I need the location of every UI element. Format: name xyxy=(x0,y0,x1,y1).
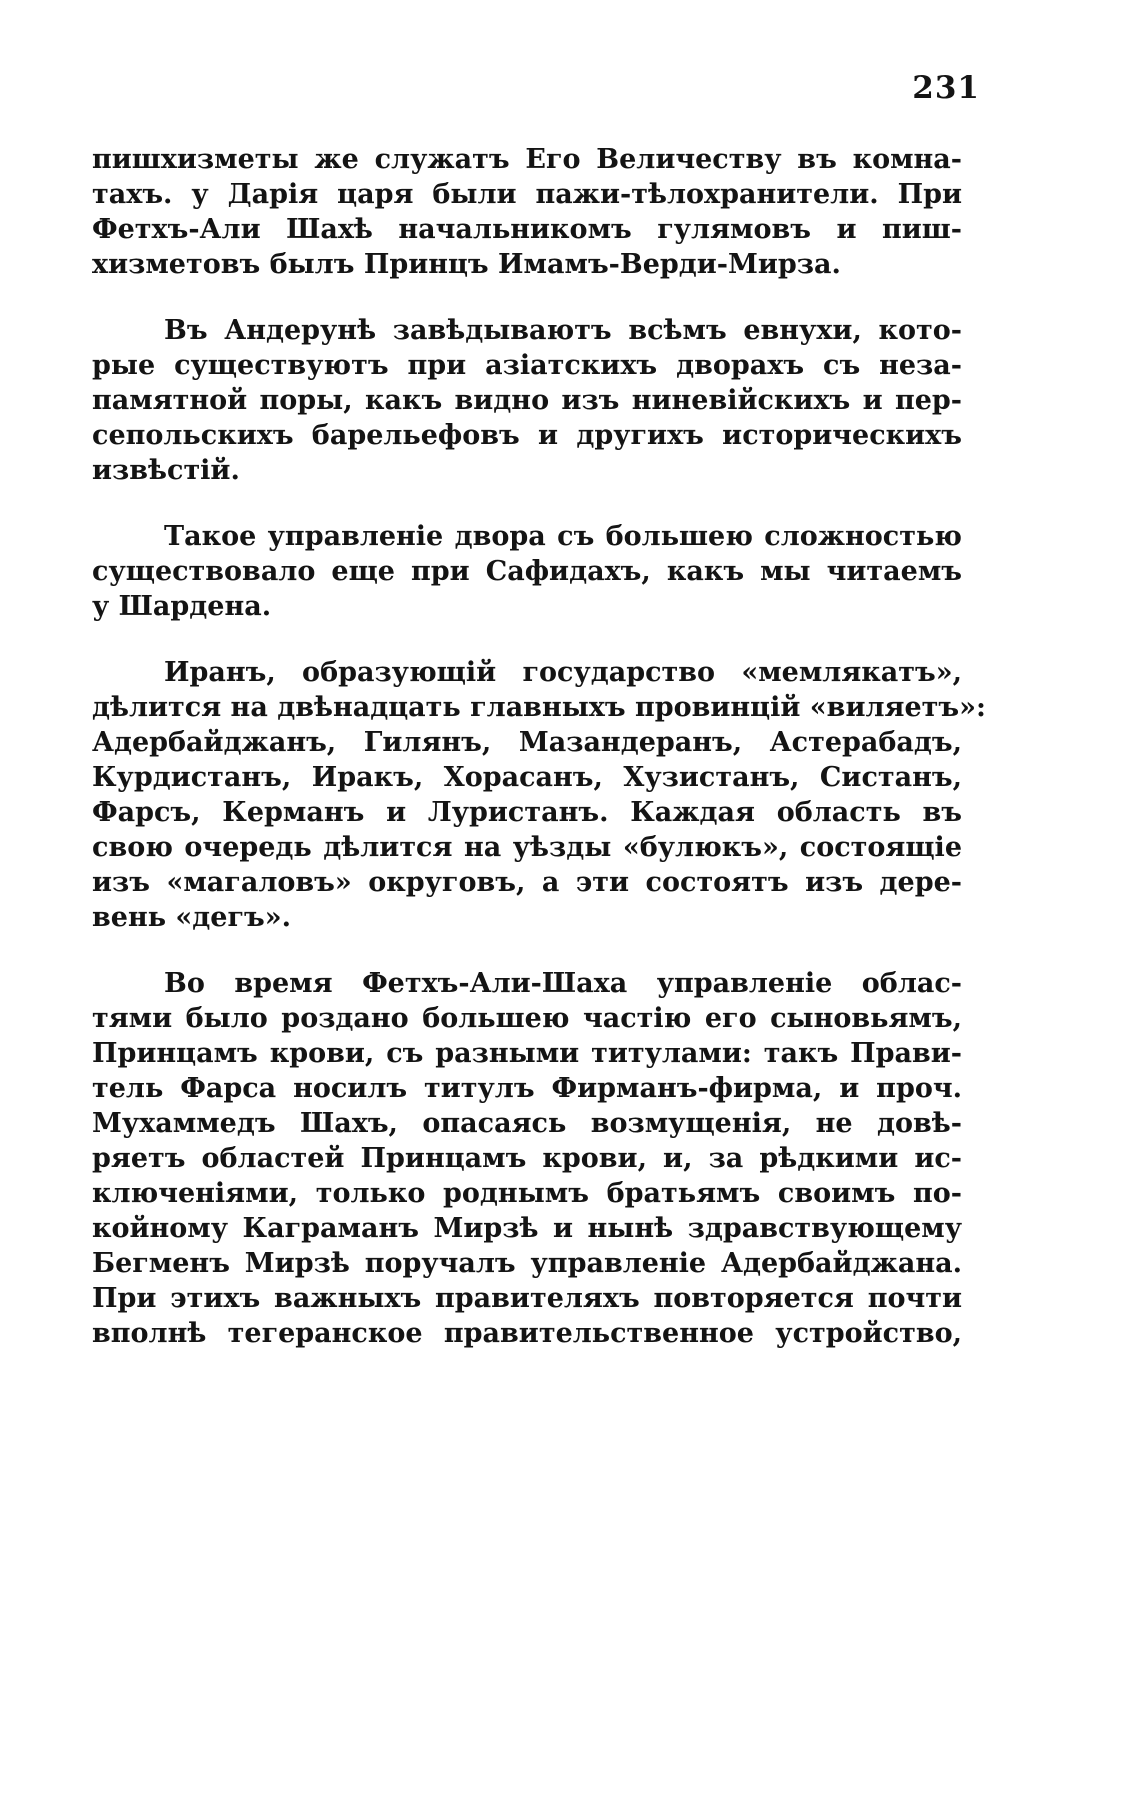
paragraph-4 xyxy=(92,655,986,935)
text-line: Курдистанъ, Иракъ, Хорасанъ, Хузистанъ, Систанъ, xyxy=(92,762,962,793)
text-line: памятной поры, какъ видно изъ ниневійскихъ и пер- xyxy=(92,385,962,416)
text-line: койному Каграманъ Мирзѣ и нынѣ здравствующему xyxy=(92,1213,962,1244)
text-line: Фетхъ-Али Шахѣ начальникомъ гулямовъ и пиш- xyxy=(92,214,962,245)
text-line: Во время Фетхъ-Али-Шаха управленіе облас- xyxy=(164,968,962,999)
text-line: ряетъ областей Принцамъ крови, и, за рѣдкими ис- xyxy=(92,1143,962,1174)
text-line: тями было роздано большею частію его сыновьямъ, xyxy=(92,1003,962,1034)
text-line: Адербайджанъ, Гилянъ, Мазандеранъ, Астерабадъ, xyxy=(92,727,962,758)
text-line: у Шардена. xyxy=(92,591,272,622)
text-line: Иранъ, образующій государство «мемлякатъ», xyxy=(164,657,962,688)
text-line: вень «дегъ». xyxy=(92,902,292,933)
text-line: вполнѣ тегеранское правительственное устройство, xyxy=(92,1318,962,1349)
text-line: Бегменъ Мирзѣ поручалъ управленіе Адербайджана. xyxy=(92,1248,962,1279)
text-line: дѣлится на двѣнадцать главныхъ провинцій «виляетъ»: xyxy=(92,692,986,723)
text-line: тель Фарса носилъ титулъ Фирманъ-фирма, и проч. xyxy=(92,1073,962,1104)
text-line: Такое управленіе двора съ большею сложностью xyxy=(164,521,962,552)
text-line: Мухаммедъ Шахъ, опасаясь возмущенія, не довѣ- xyxy=(92,1108,962,1139)
text-line: существовало еще при Сафидахъ, какъ мы читаемъ xyxy=(92,556,962,587)
body-text xyxy=(92,142,986,1382)
text-line: рые существуютъ при азіатскихъ дворахъ съ неза- xyxy=(92,350,962,381)
paragraph-5 xyxy=(92,966,962,1351)
text-line: Въ Андерунѣ завѣдываютъ всѣмъ евнухи, кото- xyxy=(164,315,962,346)
text-line: тахъ. у Дарія царя были пажи-тѣлохранители. При xyxy=(92,179,962,210)
text-line: Принцамъ крови, съ разными титулами: такъ Прави- xyxy=(92,1038,962,1069)
text-line: При этихъ важныхъ правителяхъ повторяется почти xyxy=(92,1283,962,1314)
text-line: хизметовъ былъ Принцъ Имамъ-Верди-Мирза. xyxy=(92,249,841,280)
paragraph-2 xyxy=(92,313,962,488)
paragraph-1 xyxy=(92,142,962,282)
text-line: изъ «магаловъ» округовъ, а эти состоятъ изъ дере- xyxy=(92,867,962,898)
text-line: ключеніями, только роднымъ братьямъ своимъ по- xyxy=(92,1178,962,1209)
text-line: извѣстій. xyxy=(92,455,240,486)
text-line: свою очередь дѣлится на уѣзды «булюкъ», состоящіе xyxy=(92,832,962,863)
text-line: Фарсъ, Керманъ и Луристанъ. Каждая область въ xyxy=(92,797,962,828)
page-number: 231 xyxy=(912,70,980,106)
paragraph-3 xyxy=(92,519,962,624)
text-line: пишхизметы же служатъ Его Величеству въ комна- xyxy=(92,144,962,175)
text-line: сепольскихъ барельефовъ и другихъ историческихъ xyxy=(92,420,962,451)
